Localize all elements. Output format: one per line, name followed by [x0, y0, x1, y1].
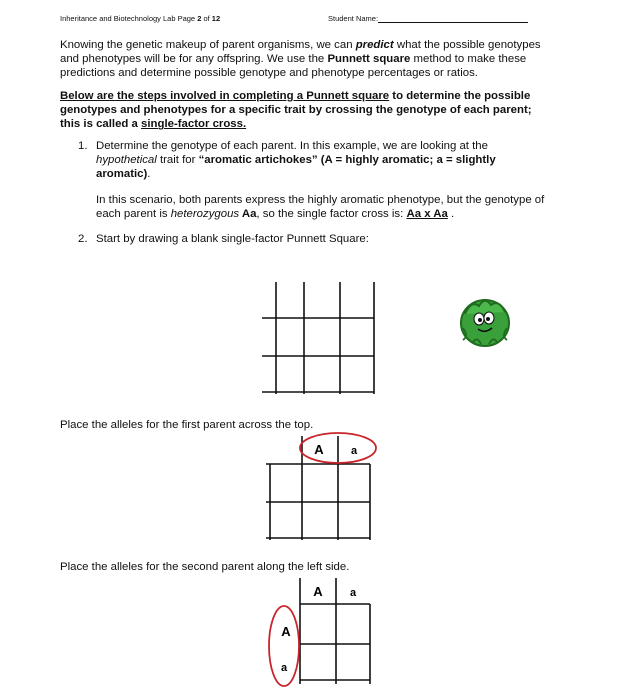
step-1-number: 1. — [78, 140, 88, 152]
top-allele-a: a — [350, 445, 358, 457]
artichoke-mascot-icon — [455, 292, 515, 352]
allele-highlight-circle — [269, 606, 299, 686]
step-1-scenario: In this scenario, both parents express the highly aromatic phenotype, but the genotype of each parent is heterozygous Aa, so the single factor cross is: Aa x Aa . — [96, 194, 545, 221]
steps-heading: Below are the steps involved in completing a Punnett square to determine the possible genotypes and phenotypes for a specific trait by crossing the genotype of each parent; this is called a single-factor cross. — [60, 90, 532, 131]
top-allele-a: a — [349, 587, 357, 599]
place-left-alleles-text: Place the alleles for the second parent along the left side. — [60, 561, 350, 573]
left-allele-A: A — [281, 624, 291, 639]
blank-punnett-square — [262, 282, 380, 398]
top-allele-A: A — [313, 584, 323, 599]
intro-paragraph: Knowing the genetic makeup of parent organisms, we can predict what the possible genotypes and phenotypes will be for any offspring. We use the Punnett square method to make these predictions and determine possible genotype and phenotype percentages or ratios. — [60, 39, 541, 80]
page-header-title: Inheritance and Biotechnology Lab Page 2 of 12 — [60, 14, 221, 23]
step-2-number: 2. — [78, 233, 88, 245]
place-top-alleles-text: Place the alleles for the first parent across the top. — [60, 419, 314, 431]
top-allele-A: A — [314, 442, 324, 457]
step-1-text: Determine the genotype of each parent. In this example, we are looking at the hypothetical trait for “aromatic artichokes” (A = highly aromatic; a = slightly aromatic). — [96, 140, 496, 181]
punnett-square-top-alleles — [266, 428, 386, 544]
punnett-square-left-alleles — [262, 574, 382, 694]
step-2-text: Start by drawing a blank single-factor Punnett Square: — [96, 233, 369, 245]
student-name-field: Student Name: — [328, 14, 528, 23]
left-allele-a: a — [280, 662, 288, 674]
student-name-line — [378, 14, 528, 23]
